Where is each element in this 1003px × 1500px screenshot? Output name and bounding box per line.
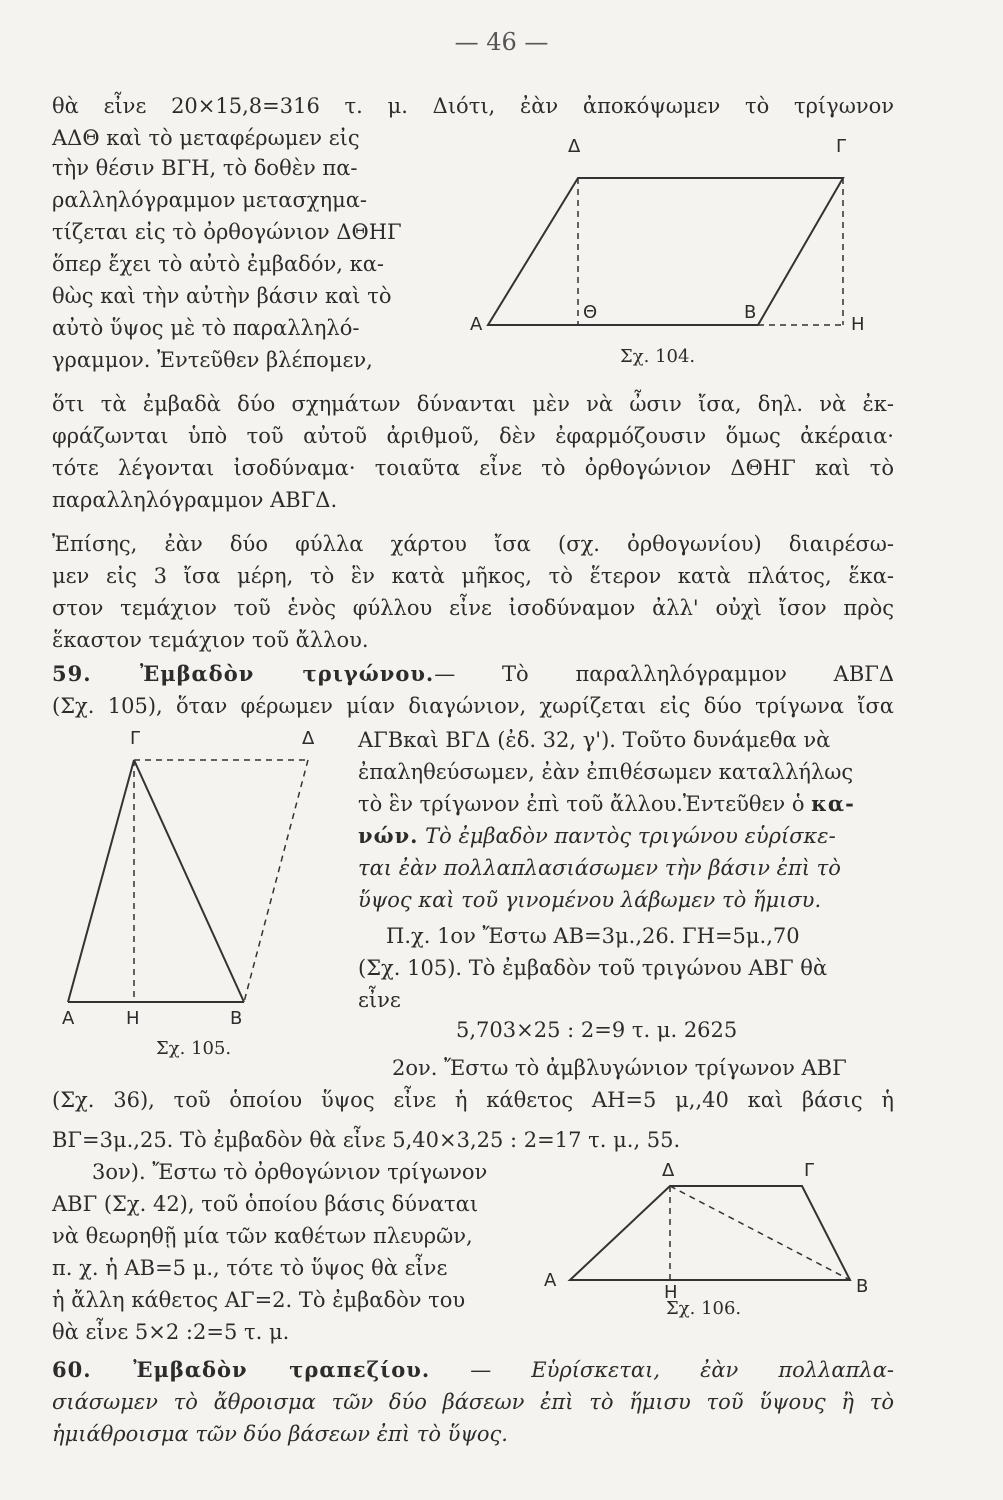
- fig104-label-g: Γ: [836, 136, 847, 157]
- fig104-label-th: Θ: [583, 302, 598, 323]
- figure-106-drawing: [540, 1160, 890, 1300]
- text-line: 2ον. Ἔστω τὸ ἀμβλυγώνιον τρίγωνον ΑΒΓ: [392, 1056, 847, 1080]
- fig106-label-g: Γ: [804, 1160, 815, 1181]
- text-line: αὐτὸ ὕψος μὲ τὸ παραλληλό-: [52, 316, 360, 340]
- text-span: τὸ ἓν τρίγωνον ἐπὶ τοῦ ἄλλου.Ἐντεῦθεν ὁ: [358, 792, 812, 816]
- fig105-label-g: Γ: [130, 728, 141, 749]
- text-line: [358, 822, 836, 850]
- fig106-label-b: Β: [856, 1276, 869, 1297]
- text-line: ὅτι τὰ ἐμβαδὰ δύο σχημάτων δύνανται μὲν νὰ ὦσιν ἴσα, δηλ. νὰ ἐκ-: [52, 392, 894, 416]
- fig105-label-d: Δ: [302, 728, 315, 749]
- section-59-heading: 59. Ἐμβαδὸν τριγώνου.: [52, 661, 435, 686]
- text-line: π. χ. ἡ ΑΒ=5 μ., τότε τὸ ὕψος θὰ εἶνε: [52, 1256, 448, 1280]
- text-line: (Σχ. 36), τοῦ ὁποίου ὕψος εἶνε ἡ κάθετος ΑΗ=5 μ,,40 καὶ βάσις ἡ: [52, 1088, 894, 1112]
- rule-text: Τὸ ἐμβαδὸν παντὸς τριγώνου εὑρίσκε-: [418, 824, 836, 848]
- figure-104-drawing: [468, 130, 888, 350]
- text-line: (Σχ. 105), ὅταν φέρωμεν μίαν διαγώνιον, χωρίζεται εἰς δύο τρίγωνα ἴσα: [52, 694, 894, 718]
- parallelogram-abgd: [488, 178, 843, 325]
- text-line: ὅπερ ἔχει τὸ αὐτὸ ἐμβαδόν, κα-: [52, 252, 384, 276]
- section-60-heading: 60. Ἐμβαδὸν τραπεζίου.: [52, 1357, 431, 1382]
- fig104-label-h: Η: [851, 314, 865, 335]
- fig106-label-h: Η: [664, 1282, 678, 1303]
- fig105-label-b: Β: [230, 1008, 243, 1029]
- text-line: Π.χ. 1ον Ἔστω ΑΒ=3μ.,26. ΓΗ=5μ.,70: [386, 924, 800, 948]
- fig104-label-a: Α: [470, 314, 483, 335]
- text-line: ΑΔΘ καὶ τὸ μεταφέρωμεν εἰς: [52, 126, 360, 150]
- text-line: τὴν θέσιν ΒΓΗ, τὸ δοθὲν πα-: [52, 156, 358, 180]
- text-line: (Σχ. 105). Τὸ ἐμβαδὸν τοῦ τριγώνου ΑΒΓ θὰ: [358, 956, 828, 980]
- figure-106: [540, 1160, 890, 1330]
- text-line: [358, 790, 855, 818]
- formula-line: 5,703×25 : 2=9 τ. μ. 2625: [456, 1018, 738, 1042]
- fig104-label-b: Β: [744, 302, 757, 323]
- figure-105: [58, 726, 348, 1066]
- text-line: θὼς καὶ τὴν αὐτὴν βάσιν καὶ τὸ: [52, 284, 392, 308]
- fig104-label-d: Δ: [568, 136, 581, 157]
- text-line: ραλληλόγραμμον μετασχημα-: [52, 188, 368, 212]
- section-59-heading-line: [52, 660, 894, 688]
- text-line: εἶνε: [358, 988, 401, 1012]
- section-60-heading-line: [52, 1356, 894, 1384]
- fig106-label-d: Δ: [662, 1160, 675, 1181]
- text-line: θὰ εἶνε 5×2 :2=5 τ. μ.: [52, 1320, 290, 1344]
- fig106-label-a: Α: [544, 1270, 557, 1291]
- rule-text: ὕψος καὶ τοῦ γινομένου λάβωμεν τὸ ἥμισυ.: [358, 888, 822, 912]
- text-line: ἡ ἄλλη κάθετος ΑΓ=2. Τὸ ἐμβαδὸν του: [52, 1288, 466, 1312]
- figure-104: [468, 130, 888, 380]
- side-gb: [134, 760, 244, 1002]
- text-line: 3ον). Ἔστω τὸ ὀρθογώνιον τρίγωνον: [92, 1160, 488, 1184]
- rule-text: — Εὑρίσκεται, ἐὰν πολλαπλα-: [430, 1358, 894, 1382]
- trapezoid-abgd: [570, 1186, 850, 1280]
- text-line: νὰ θεωρηθῇ μία τῶν καθέτων πλευρῶν,: [52, 1224, 473, 1248]
- text-line: γραμμον. Ἐντεῦθεν βλέπομεν,: [52, 348, 373, 372]
- text-line: τότε λέγονται ἰσοδύναμα· τοιαῦτα εἶνε τὸ ὀρθογώνιον ΔΘΗΓ καὶ τὸ: [52, 456, 894, 480]
- text-line: ΑΒΓ (Σχ. 42), τοῦ ὁποίου βάσις δύναται: [52, 1192, 479, 1216]
- text-line: ΒΓ=3μ.,25. Τὸ ἐμβαδὸν θὰ εἶνε 5,40×3,25 : 2=17 τ. μ., 55.: [52, 1128, 681, 1152]
- text-line: Ἐπίσης, ἐὰν δύο φύλλα χάρτου ἴσα (σχ. ὀρθογωνίου) διαιρέσω-: [52, 532, 894, 556]
- text-line: ἐπαληθεύσωμεν, ἐὰν ἐπιθέσωμεν καταλλήλως: [358, 760, 854, 784]
- page-number: — 46 —: [454, 28, 549, 56]
- rule-text: ται ἐὰν πολλαπλασιάσωμεν τὴν βάσιν ἐπὶ τὸ: [358, 856, 841, 880]
- rule-text: ἡμιάθροισμα τῶν δύο βάσεων ἐπὶ τὸ ὕψος.: [52, 1422, 508, 1446]
- text-line: μεν εἰς 3 ἴσα μέρη, τὸ ἓν κατὰ μῆκος, τὸ ἕτερον κατὰ πλάτος, ἕκα-: [52, 564, 894, 588]
- text-span: — Τὸ παραλληλόγραμμον ΑΒΓΔ: [434, 662, 894, 686]
- text-line: φράζωνται ὑπὸ τοῦ αὐτοῦ ἀριθμοῦ, δὲν ἐφαρμόζουσιν ὅμως ἀκέραια·: [52, 424, 894, 448]
- figure-105-caption: Σχ. 105.: [156, 1038, 232, 1059]
- figure-106-caption: Σχ. 106.: [666, 1298, 742, 1319]
- fig105-label-a: Α: [62, 1008, 75, 1029]
- figure-105-drawing: [58, 726, 348, 1016]
- side-ga: [68, 760, 134, 1002]
- text-line: ἕκαστον τεμάχιον τοῦ ἄλλου.: [52, 628, 369, 652]
- text-line: παραλληλόγραμμον ΑΒΓΔ.: [52, 488, 338, 512]
- diagonal-db: [670, 1186, 850, 1280]
- rule-keyword: κα-: [811, 791, 855, 816]
- text-line: ΑΓΒκαὶ ΒΓΔ (ἐδ. 32, γ'). Τοῦτο δυνάμεθα νὰ: [358, 728, 831, 752]
- figure-104-caption: Σχ. 104.: [620, 346, 696, 367]
- rule-keyword: νών.: [358, 823, 419, 848]
- text-line: τίζεται εἰς τὸ ὀρθογώνιον ΔΘΗΓ: [52, 220, 402, 244]
- text-line: θὰ εἶνε 20×15,8=316 τ. μ. Διότι, ἐὰν ἀποκόψωμεν τὸ τρίγωνον: [52, 94, 894, 118]
- side-db: [244, 760, 308, 1002]
- text-line: στον τεμάχιον τοῦ ἑνὸς φύλλου εἶνε ἰσοδύναμον ἀλλ' οὐχὶ ἴσον πρὸς: [52, 596, 894, 620]
- rule-text: σιάσωμεν τὸ ἄθροισμα τῶν δύο βάσεων ἐπὶ τὸ ἥμισυ τοῦ ὕψους ἢ τὸ: [52, 1390, 894, 1414]
- fig105-label-h: Η: [126, 1008, 140, 1029]
